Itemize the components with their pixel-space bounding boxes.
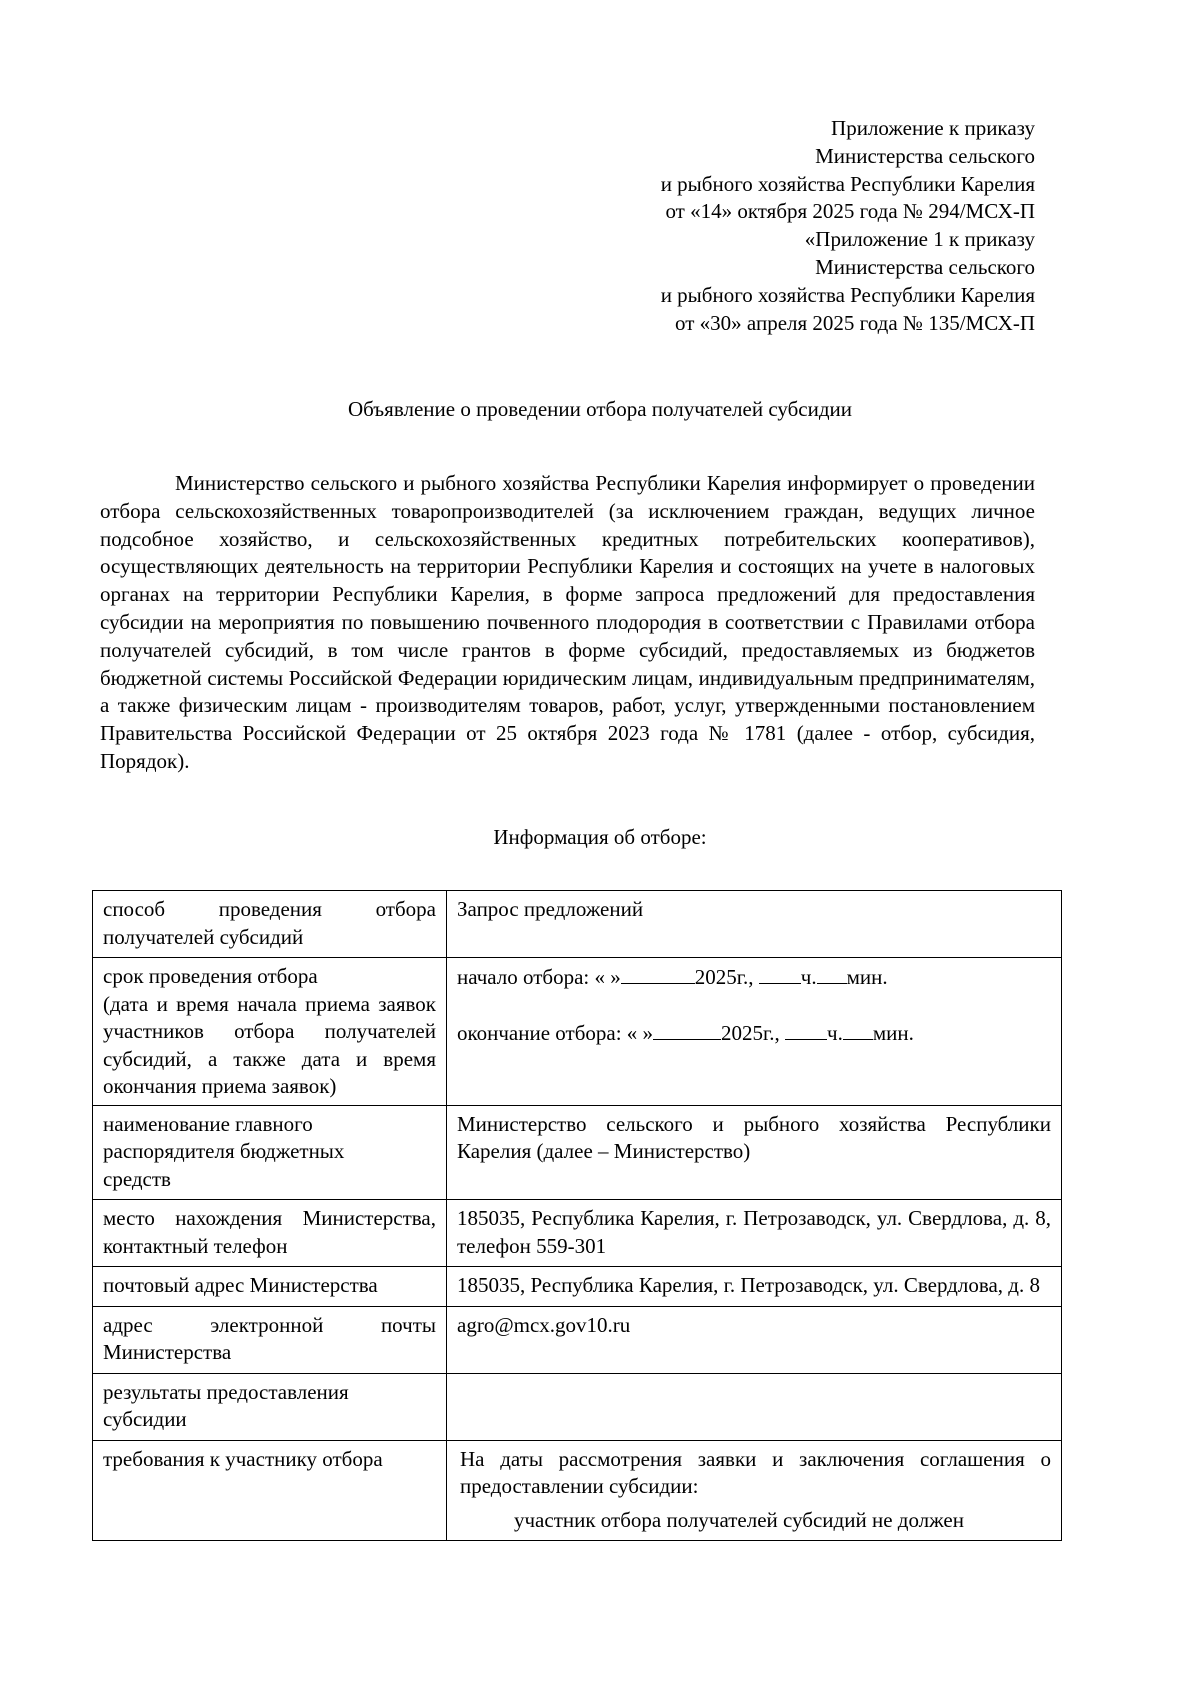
table-row <box>93 1440 1062 1541</box>
row-label-postal: почтовый адрес Министерства <box>93 1267 447 1307</box>
table-row <box>93 1200 1062 1267</box>
start-month-blank <box>621 963 695 984</box>
row-value-requirements <box>447 1440 1062 1541</box>
table-row <box>93 891 1062 958</box>
manager-label-line: наименование главного <box>103 1111 313 1136</box>
document-title: Объявление о проведении отбора получателей субсидии <box>347 397 853 421</box>
results-label-line: субсидии <box>103 1407 187 1431</box>
row-label-method: способ проведения отбора получателей субсидий <box>93 891 447 958</box>
row-value-postal: 185035, Республика Карелия, г. Петрозаводск, ул. Свердлова, д. 8 <box>447 1267 1062 1307</box>
table-row <box>93 1373 1062 1440</box>
end-month-blank <box>653 1019 721 1040</box>
row-label-location: место нахождения Министерства, контактный телефон <box>93 1200 447 1267</box>
appendix-line: и рыбного хозяйства Республики Карелия <box>660 282 1035 307</box>
table-row <box>93 958 1062 1106</box>
manager-label-line: средств <box>103 1166 171 1191</box>
end-minutes-blank <box>843 1019 873 1040</box>
spacer <box>457 992 1051 1019</box>
end-prefix: окончание отбора: « » <box>457 1020 654 1045</box>
table-row <box>93 1306 1062 1373</box>
appendix-line: «Приложение 1 к приказу <box>804 227 1035 252</box>
results-label-line: результаты предоставления <box>103 1379 349 1404</box>
row-label-manager <box>93 1105 447 1200</box>
start-hours-unit: ч. <box>800 965 817 989</box>
appendix-line: и рыбного хозяйства Республики Карелия <box>660 171 1035 196</box>
requirements-paragraph: На даты рассмотрения заявки и заключения соглашения о предоставлении субсидии: <box>460 1446 1051 1498</box>
row-value-method: Запрос предложений <box>447 891 1062 958</box>
row-label-period <box>93 958 447 1106</box>
selection-info-table <box>92 890 1062 1541</box>
appendix-line: Министерства сельского <box>815 254 1035 279</box>
manager-label-line: распорядителя бюджетных <box>103 1139 345 1163</box>
row-label-email: адрес электронной почты Министерства <box>93 1306 447 1373</box>
requirements-paragraph: участник отбора получателей субсидий не должен <box>514 1507 964 1532</box>
period-label-title: срок проведения отбора <box>103 964 318 988</box>
row-label-results <box>93 1373 447 1440</box>
end-datetime <box>457 1019 1051 1048</box>
start-hours-blank <box>759 963 801 984</box>
start-prefix: начало отбора: « » <box>457 965 621 989</box>
row-value-manager: Министерство сельского и рыбного хозяйства Республики Карелия (далее – Министерство) <box>447 1105 1062 1200</box>
appendix-line: Министерства сельского <box>815 143 1035 168</box>
end-hours-blank <box>785 1019 827 1040</box>
end-year: 2025г., <box>721 1020 786 1045</box>
start-minutes-blank <box>817 963 847 984</box>
info-heading: Информация об отборе: <box>493 825 707 849</box>
row-value-location: 185035, Республика Карелия, г. Петрозаводск, ул. Свердлова, д. 8, телефон 559-301 <box>447 1200 1062 1267</box>
row-value-results <box>447 1373 1062 1440</box>
period-label-details: (дата и время начала приема заявок участников отбора получателей субсидий, а также дата и время окончания приема заявок) <box>103 991 436 1098</box>
end-hours-unit: ч. <box>827 1020 843 1045</box>
appendix-line: от «14» октября 2025 года № 294/МСХ-П <box>665 199 1035 224</box>
row-value-email: agro@mcx.gov10.ru <box>447 1306 1062 1373</box>
row-label-requirements: требования к участнику отбора <box>93 1440 447 1541</box>
start-year: 2025г., <box>694 965 759 989</box>
appendix-line: от «30» апреля 2025 года № 135/МСХ-П <box>675 310 1035 335</box>
appendix-line: Приложение к приказу <box>831 116 1035 140</box>
row-value-period <box>447 958 1062 1106</box>
table-row <box>93 1105 1062 1200</box>
intro-paragraph: Министерство сельского и рыбного хозяйства Республики Карелия информирует о проведении отбора сельскохозяйственных товаропроизводителей (за исключением граждан, ведущих личное подсобное хозяйство, и сельскохозяйственных кредитных потребительских кооперативов), осуществляющих деятельность на территории Республики Карелия и состоящих на учете в налоговых органах на территории Республики Карелия, в форме запроса предложений для предоставления субсидии на мероприятия по повышению почвенного плодородия в соответствии с Правилами отбора получателей субсидий, в том числе грантов в форме субсидий, предоставляемых из бюджетов бюджетной системы Российской Федерации юридическим лицам, индивидуальным предпринимателям, а также физическим лицам - производителям товаров, работ, услуг, утвержденными постановлением Правительства Российской Федерации от 25 октября 2023 года № 1781 (далее - отбор, субсидия, Порядок). <box>100 471 1035 773</box>
start-datetime <box>457 963 1051 992</box>
start-minutes-unit: мин. <box>846 965 888 989</box>
table-row <box>93 1267 1062 1307</box>
appendix-block <box>475 115 1035 337</box>
end-minutes-unit: мин. <box>872 1020 914 1045</box>
